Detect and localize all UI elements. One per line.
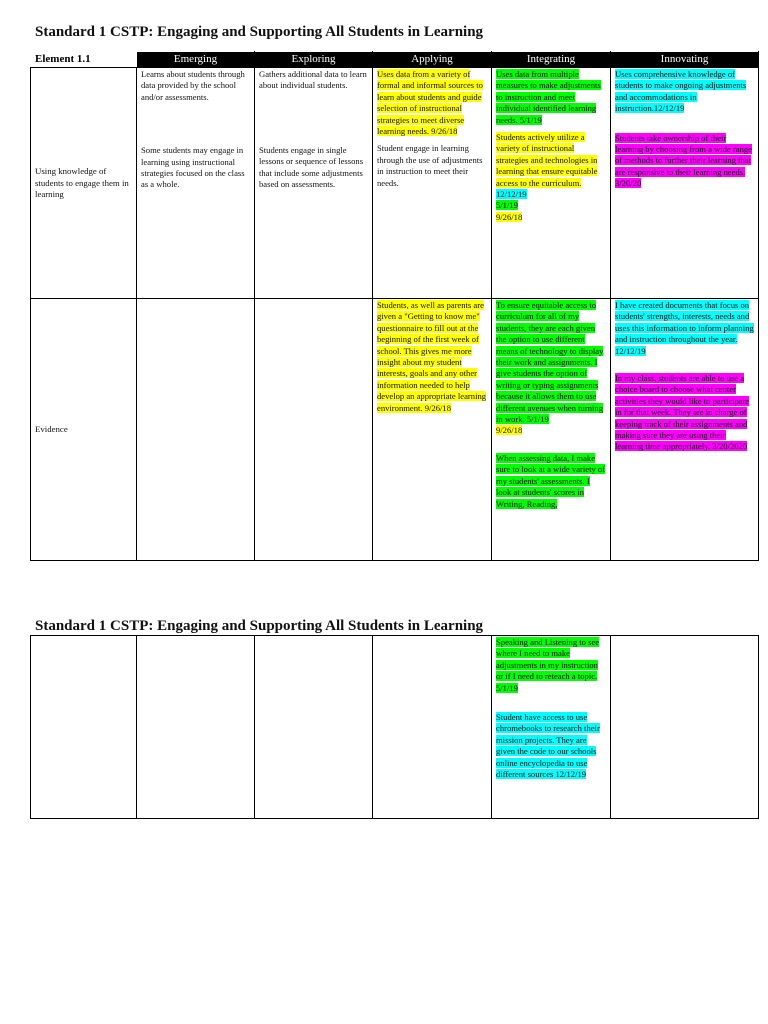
col-integrating: Integrating bbox=[492, 52, 611, 68]
cell-text: When assessing data, I make sure to look at a wide variety of my students' assessments. I look at students' scores in Writing, Reading, bbox=[496, 452, 606, 509]
col-innovating: Innovating bbox=[611, 52, 759, 68]
cell-label bbox=[31, 636, 137, 819]
table-row bbox=[31, 68, 759, 299]
cell-text: Uses data from multiple measures to make adjustments to instruction and meet individual identified learning needs. 5/1/19 bbox=[496, 69, 601, 125]
element-label: Element 1.1 bbox=[31, 52, 137, 68]
cell-text: Speaking and Listening to see where I need to make adjustments in my instruction or if I need to reteach a topic. 5/1/19 bbox=[496, 637, 600, 693]
cell-text: Gathers additional data to learn about individual students. bbox=[259, 69, 367, 91]
rubric-table-continued bbox=[30, 635, 759, 819]
rubric-table bbox=[30, 51, 759, 561]
cell-integrating bbox=[492, 636, 611, 819]
cell-emerging bbox=[137, 636, 255, 819]
cell-innovating bbox=[611, 636, 759, 819]
col-applying: Applying bbox=[373, 52, 492, 68]
cell-text: Learns about students through data provided by the school and/or assessments. bbox=[141, 69, 245, 102]
cell-applying bbox=[373, 68, 492, 299]
cell-applying bbox=[373, 636, 492, 819]
cell-text: Uses data from a variety of formal and informal sources to learn about students and guide selection of instructional strategies to meet diverse learning needs. 9/26/18 bbox=[377, 69, 483, 137]
date-text: 12/12/19 bbox=[496, 189, 527, 200]
cell-innovating bbox=[611, 299, 759, 561]
col-emerging: Emerging bbox=[137, 52, 255, 68]
cell-text: Student have access to use chromebooks to research their mission projects. They are given the code to our schools online encyclopedia to use different sources 12/12/19 bbox=[496, 712, 600, 780]
cell-applying bbox=[373, 299, 492, 561]
table-row bbox=[31, 636, 759, 819]
row-label: Using knowledge of students to engage them in learning bbox=[31, 68, 137, 299]
cell-text: Students actively utilize a variety of instructional strategies and technologies in learning that ensure equitable access to the curriculum. bbox=[496, 132, 598, 188]
page-title: Standard 1 CSTP: Engaging and Supporting All Students in Learning bbox=[35, 24, 484, 40]
cell-integrating bbox=[492, 68, 611, 299]
page-title: Standard 1 CSTP: Engaging and Supporting All Students in Learning bbox=[35, 618, 484, 634]
date-text: 9/26/18 bbox=[496, 425, 523, 436]
cell-text: I have created documents that focus on students' strengths, interests, needs and uses this information to inform planning and instruction throughout the year. 12/12/19 bbox=[615, 300, 754, 356]
row-label: Evidence bbox=[31, 299, 137, 561]
cell-text: In my class, students are able to use a choice board to choose what center activities they would like to participate in for that week. They are in charge of keeping track of their assignments and making sure they are using their learning time appropriately. 3/20/2020 bbox=[615, 373, 749, 452]
cell-text: To ensure equitable access to curriculum for all of my students, they are each given the option to use different means of technology to display their work and assignments. I give students the option of writing or typing assignments because it allows them to use different avenues when turning in work. 5/1/19 bbox=[496, 300, 604, 425]
cell-emerging bbox=[137, 68, 255, 299]
header-row bbox=[31, 52, 759, 68]
cell-text: Students take ownership of their learning by choosing from a wide range of methods to further their learning that are responsive to their learning needs. 3/20/20 bbox=[615, 132, 752, 189]
cell-exploring bbox=[255, 636, 373, 819]
cell-text: Uses comprehensive knowledge of students to make ongoing adjustments and accommodations in instruction.12/12/19 bbox=[615, 69, 747, 114]
cell-exploring bbox=[255, 68, 373, 299]
cell-text: Student engage in learning through the use of adjustments in instruction to meet their needs. bbox=[377, 143, 483, 188]
cell-exploring bbox=[255, 299, 373, 561]
cell-text: Some students may engage in learning using instructional strategies focused on the class as a whole. bbox=[141, 145, 245, 190]
cell-innovating bbox=[611, 68, 759, 299]
date-text: 5/1/19 bbox=[496, 200, 518, 211]
cell-integrating bbox=[492, 299, 611, 561]
table-row bbox=[31, 299, 759, 561]
col-exploring: Exploring bbox=[255, 52, 373, 68]
cell-emerging bbox=[137, 299, 255, 561]
cell-text: Students, as well as parents are given a "Getting to know me" questionnaire to fill out at the beginning of the first week of school. This gives me more insight about my student interests, goals and any other information needed to help develop an appropriate learning environment. 9/26/18 bbox=[377, 300, 487, 413]
cell-text: Students engage in single lessons or sequence of lessons that include some adjustments based on assessments. bbox=[259, 144, 364, 190]
date-text: 9/26/18 bbox=[496, 211, 523, 222]
